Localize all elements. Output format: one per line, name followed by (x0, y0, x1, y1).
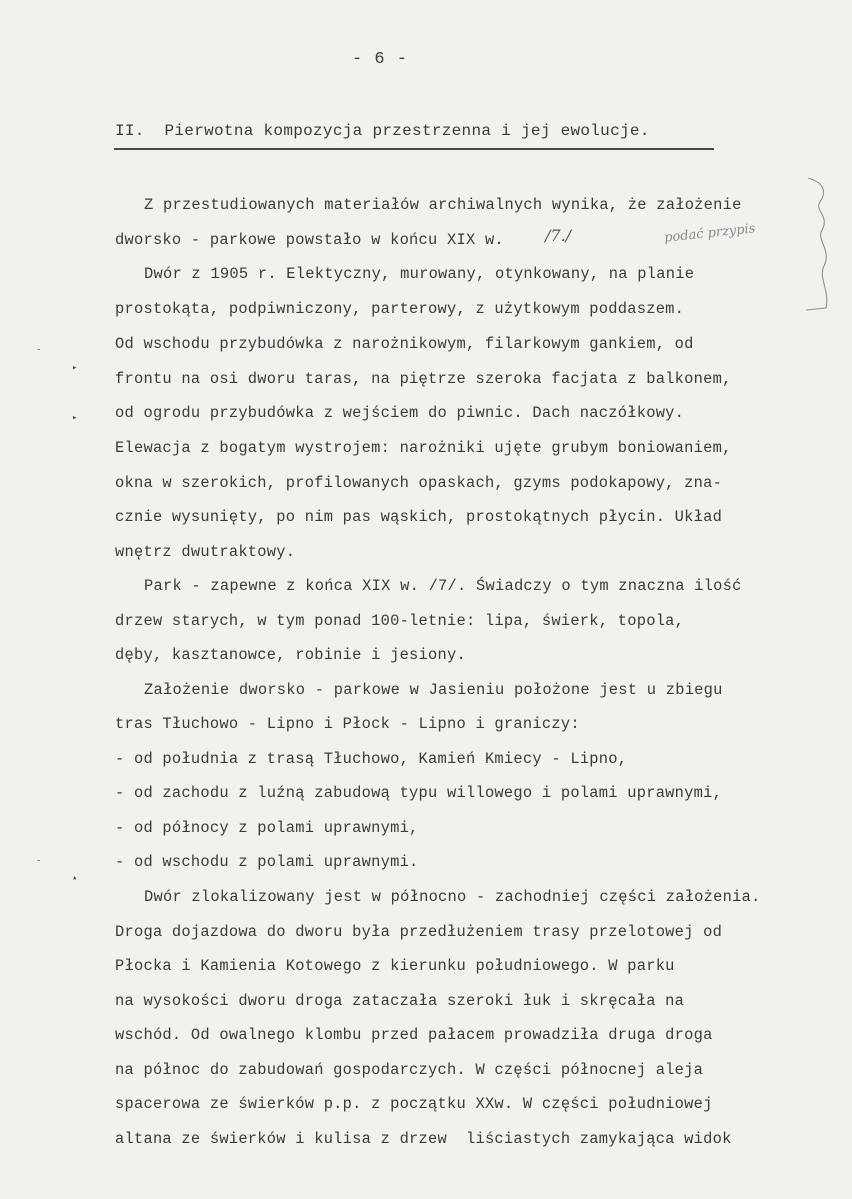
text-line: frontu na osi dworu taras, na piętrze szeroka facjata z balkonem, (115, 370, 732, 388)
text-line: Droga dojazdowa do dworu była przedłużeniem trasy przelotowej od (115, 923, 723, 941)
text-line: spacerowa ze świerków p.p. z początku XXw. W części południowej (115, 1095, 713, 1113)
handwritten-bracket (800, 170, 840, 320)
margin-mark: ▸ (72, 363, 78, 373)
handwritten-reference: /7./ (545, 226, 572, 245)
text-line: - od południa z trasą Tłuchowo, Kamień Kmiecy - Lipno, (115, 750, 628, 768)
heading-underline (114, 148, 714, 150)
text-line: Założenie dworsko - parkowe w Jasieniu położone jest u zbiegu (144, 681, 723, 699)
margin-mark: ▴ (72, 873, 78, 883)
text-line: wschód. Od owalnego klombu przed pałacem prowadziła druga droga (115, 1026, 713, 1044)
text-line: od ogrodu przybudówka z wejściem do piwnic. Dach naczółkowy. (115, 404, 685, 422)
margin-mark: - (36, 345, 42, 355)
text-line: - od wschodu z polami uprawnymi. (115, 853, 419, 871)
text-line: Płocka i Kamienia Kotowego z kierunku południowego. W parku (115, 957, 675, 975)
text-line: okna w szerokich, profilowanych opaskach, gzyms podokapowy, zna- (115, 474, 723, 492)
margin-mark: - (36, 856, 42, 866)
text-line: na północ do zabudowań gospodarczych. W części północnej aleja (115, 1061, 704, 1079)
text-line: Dwór zlokalizowany jest w północno - zachodniej części założenia. (144, 888, 761, 906)
text-line: Park - zapewne z końca XIX w. /7/. Świadczy o tym znaczna ilość (144, 577, 742, 595)
text-line: - od północy z polami uprawnymi, (115, 819, 419, 837)
text-line: dęby, kasztanowce, robinie i jesiony. (115, 646, 466, 664)
text-line: tras Tłuchowo - Lipno i Płock - Lipno i graniczy: (115, 715, 580, 733)
text-line: prostokąta, podpiwniczony, parterowy, z użytkowym poddaszem. (115, 300, 685, 318)
page-number: - 6 - (351, 50, 408, 69)
text-line: Elewacja z bogatym wystrojem: narożniki ujęte grubym boniowaniem, (115, 439, 732, 457)
margin-mark: ▸ (72, 413, 78, 423)
handwritten-note: podać przypis (663, 221, 757, 246)
text-line: dworsko - parkowe powstało w końcu XIX w. (115, 231, 504, 249)
text-line: - od zachodu z luźną zabudową typu willowego i polami uprawnymi, (115, 784, 723, 802)
text-line: na wysokości dworu droga zataczała szeroki łuk i skręcała na (115, 992, 685, 1010)
text-line: Z przestudiowanych materiałów archiwalnych wynika, że założenie (144, 196, 742, 214)
text-line: cznie wysunięty, po nim pas wąskich, prostokątnych płycin. Układ (115, 508, 723, 526)
text-line: wnętrz dwutraktowy. (115, 543, 296, 561)
text-line: drzew starych, w tym ponad 100-letnie: lipa, świerk, topola, (115, 612, 685, 630)
text-line: altana ze świerków i kulisa z drzew liściastych zamykająca widok (115, 1130, 732, 1148)
section-heading: II. Pierwotna kompozycja przestrzenna i jej ewolucje. (115, 122, 650, 140)
text-line: Od wschodu przybudówka z narożnikowym, filarkowym gankiem, od (115, 335, 694, 353)
text-line: Dwór z 1905 r. Elektyczny, murowany, otynkowany, na planie (144, 265, 695, 283)
